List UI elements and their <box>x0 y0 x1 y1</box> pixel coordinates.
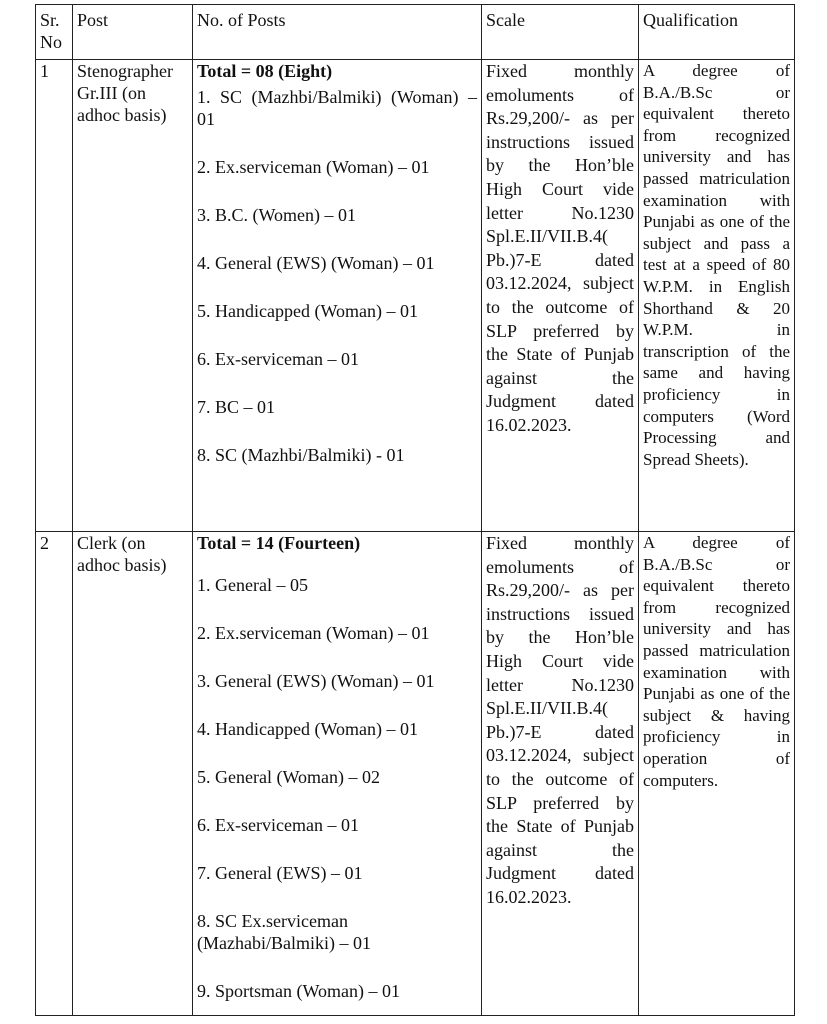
list-item: 4. Handicapped (Woman) – 01 <box>197 719 418 739</box>
row-qualification <box>639 532 795 1016</box>
list-item: 3. B.C. (Women) – 01 <box>197 205 357 225</box>
list-item: 7. General (EWS) – 01 <box>197 863 363 883</box>
scale-text: Fixed monthly emoluments of Rs.29,200/- as per instructions issued by the Hon’ble High Court vide letter No.1230 Spl.E.II/VII.B.4( Pb.)7-E dated 03.12.2024, subject to the outcome of SLP preferred by the State of Punjab against the Judgment dated 16.02.2023. <box>486 533 634 907</box>
row-scale <box>482 60 639 532</box>
table-row <box>36 532 795 1016</box>
row-posts-breakdown <box>193 60 482 532</box>
posts-list <box>197 86 477 466</box>
list-item: 6. Ex-serviceman – 01 <box>197 815 359 835</box>
list-item: 7. BC – 01 <box>197 397 276 417</box>
row-sr-no: 1 <box>36 60 73 532</box>
header-scale: Scale <box>482 5 639 60</box>
list-item: 4. General (EWS) (Woman) – 01 <box>197 253 435 273</box>
qualification-text: A degree of B.A./B.Sc or equivalent thereto from recognized university and has passed matriculation examination with Punjabi as one of the subject and pass a test at a speed of 80 W.P.M. in English Shorthand & 20 W.P.M. in transcription of the same and having proficiency in computers (Word Processing and Spread Sheets). <box>643 61 790 469</box>
header-post: Post <box>73 5 193 60</box>
list-item: 1. General – 05 <box>197 575 308 595</box>
row-post: Clerk (on adhoc basis) <box>73 532 193 1016</box>
list-item: 6. Ex-serviceman – 01 <box>197 349 359 369</box>
row-scale <box>482 532 639 1016</box>
header-num-posts: No. of Posts <box>193 5 482 60</box>
qualification-text: A degree of B.A./B.Sc or equivalent thereto from recognized university and has passed matriculation examination with Punjabi as one of the subject & having proficiency in operation of computers. <box>643 533 790 790</box>
list-item: 2. Ex.serviceman (Woman) – 01 <box>197 157 430 177</box>
table-header-row <box>36 5 795 60</box>
header-sr-no: Sr. No <box>36 5 73 60</box>
header-qualification: Qualification <box>639 5 795 60</box>
posts-list <box>197 574 477 1002</box>
table-row <box>36 60 795 532</box>
list-item: 5. Handicapped (Woman) – 01 <box>197 301 418 321</box>
row-total: Total = 14 (Fourteen) <box>197 533 361 553</box>
posts-table <box>35 4 795 1016</box>
row-posts-breakdown <box>193 532 482 1016</box>
list-item: 8. SC Ex.serviceman (Mazhabi/Balmiki) – 01 <box>197 911 371 953</box>
list-item: 1. SC (Mazhbi/Balmiki) (Woman) – 01 <box>197 87 477 129</box>
row-qualification <box>639 60 795 532</box>
row-post: Stenographer Gr.III (on adhoc basis) <box>73 60 193 532</box>
list-item: 5. General (Woman) – 02 <box>197 767 380 787</box>
list-item: 9. Sportsman (Woman) – 01 <box>197 981 401 1001</box>
list-item: 3. General (EWS) (Woman) – 01 <box>197 671 435 691</box>
scale-text: Fixed monthly emoluments of Rs.29,200/- as per instructions issued by the Hon’ble High Court vide letter No.1230 Spl.E.II/VII.B.4( Pb.)7-E dated 03.12.2024, subject to the outcome of SLP preferred by the State of Punjab against the Judgment dated 16.02.2023. <box>486 61 634 435</box>
row-total: Total = 08 (Eight) <box>197 61 333 81</box>
list-item: 8. SC (Mazhbi/Balmiki) - 01 <box>197 445 405 465</box>
row-sr-no: 2 <box>36 532 73 1016</box>
list-item: 2. Ex.serviceman (Woman) – 01 <box>197 623 430 643</box>
